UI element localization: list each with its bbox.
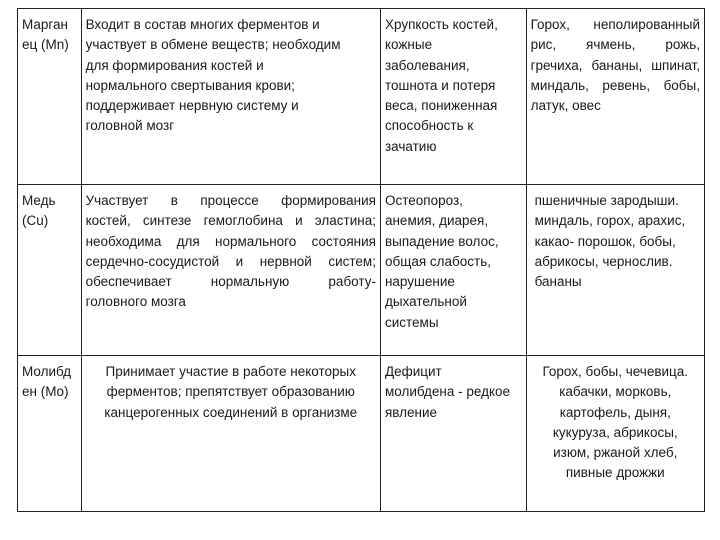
function-cell [81,9,380,185]
function-line: обеспечивает нормальную работу- [85,274,376,290]
deficiency-line: молибдена - редкое [384,384,511,400]
deficiency-line: дыхательной [384,294,467,310]
deficiency-line: Остеопороз, [384,193,463,208]
element-cell [18,9,82,185]
function-cell [81,185,380,356]
sources-line: кабачки, морковь, [559,384,672,400]
deficiency-line: заболевания, [384,57,470,73]
sources-line: абрикосы, чернослив. [534,253,673,269]
element-cell [18,185,82,356]
sources-line: латук, овес [530,98,601,114]
sources-line: кукуруза, абрикосы, [552,424,678,440]
sources-line: гречиха, бананы, шпинат, [530,57,700,73]
element-cell [18,356,82,512]
deficiency-line: тошнота и потеря [384,77,496,93]
element-line: Молибд [22,364,72,379]
deficiency-line: системы [384,314,439,330]
sources-cell [526,356,704,512]
deficiency-line: явление [384,404,438,420]
function-line: поддерживает нервную систему и [85,98,299,114]
sources-line: картофель, дыня, [559,404,671,420]
deficiency-line: анемия, диарея, [384,213,489,229]
deficiency-line: нарушение [384,274,455,290]
function-line: нормального свертывания крови; [85,77,295,93]
sources-line: Горох, бобы, чечевица. [542,364,689,379]
deficiency-line: Дефицит [384,364,442,379]
function-line: Принимает участие в работе некоторых [105,364,356,379]
deficiency-line: выпадение волос, [384,233,499,249]
sources-cell [526,185,704,356]
sources-line: миндаль, ревень, бобы, [530,77,700,93]
deficiency-cell [380,9,526,185]
table-row [18,185,705,356]
deficiency-line: способность к [384,118,474,134]
sources-line: миндаль, горох, арахис, [534,213,686,229]
sources-line: изюм, ржаной хлеб, [553,445,678,461]
table-row [18,9,705,185]
element-line: ен (Mo) [22,384,69,400]
deficiency-line: Хрупкость костей, [384,17,498,32]
function-line: Входит в состав многих ферментов и [85,17,320,32]
function-line: ферментов; препятствует образованию [106,384,355,400]
element-line: ец (Mn) [22,37,69,53]
sources-line: пшеничные зародыши. [534,193,679,208]
deficiency-cell [380,185,526,356]
function-line: Участвует в процессе формирования [85,193,376,208]
table-row [18,356,705,512]
sources-line: бананы [534,274,582,290]
element-line: Медь [22,193,56,208]
deficiency-line: общая слабость, [384,253,491,269]
function-line: необходима для нормального состояния [85,233,376,249]
sources-line: Горох, неполированный [530,17,700,32]
deficiency-line: зачатию [384,138,437,154]
function-line: участвует в обмене веществ; необходим [85,37,341,53]
deficiency-line: веса, пониженная [384,98,498,114]
sources-line: какао- порошок, бобы, [534,233,676,249]
element-line: Марган [22,17,69,32]
deficiency-cell [380,356,526,512]
function-line: для формирования костей и [85,57,264,73]
function-line: головного мозга [85,294,186,310]
deficiency-line: кожные [384,37,433,53]
sources-line: пивные дрожжи [565,465,665,481]
minerals-table [17,8,705,512]
function-line: канцерогенных соединений в организме [104,404,358,420]
element-line: (Cu) [22,213,49,229]
function-cell [81,356,380,512]
function-line: костей, синтезе гемоглобина и эластина; [85,213,376,229]
function-line: головной мозг [85,118,175,134]
sources-cell [526,9,704,185]
function-line: сердечно-сосудистой и нервной систем; [85,253,376,269]
sources-line: рис, ячмень, рожь, [530,37,700,53]
